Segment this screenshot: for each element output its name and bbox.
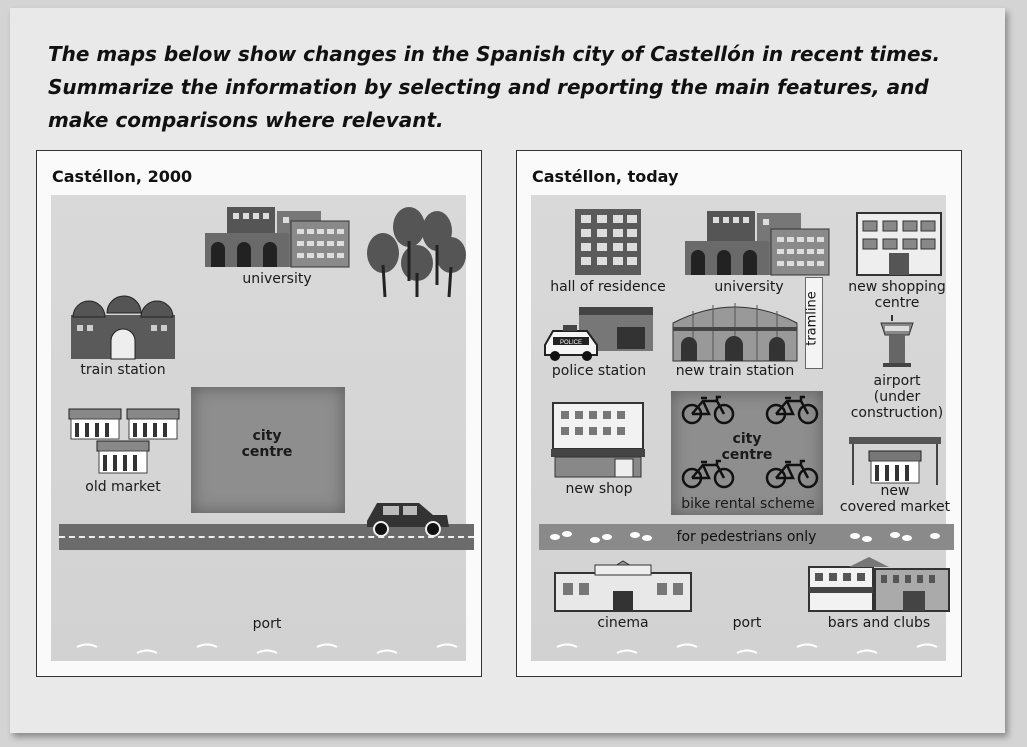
new-shopping-centre-label: new shopping centre (848, 279, 946, 311)
car-icon (363, 497, 453, 537)
new-shop-label: new shop (565, 481, 633, 497)
university-label: university (242, 271, 312, 287)
task-prompt (48, 38, 978, 137)
train-station-icon (71, 293, 175, 359)
cinema-label: cinema (597, 615, 649, 631)
hall-of-residence-icon (575, 209, 641, 275)
city-centre-label: city centre (241, 428, 293, 460)
cinema-icon (555, 559, 691, 611)
prompt-line-1: The maps below show changes in the Spanish city of Castellón in recent times. (48, 42, 941, 66)
bicycle-icon (681, 395, 735, 425)
hall-of-residence-label: hall of residence (550, 279, 666, 295)
bike-rental-scheme-label: bike rental scheme (681, 496, 815, 512)
water-waves (77, 639, 467, 659)
shopping-centre-icon (857, 209, 941, 275)
train-station-label: train station (80, 362, 166, 378)
tramline-label: tramline (804, 291, 820, 346)
new-covered-market-label: new covered market (839, 483, 951, 515)
svg-text:POLICE: POLICE (559, 340, 583, 346)
trees-icon (363, 205, 467, 297)
covered-market-icon (849, 437, 941, 485)
bicycle-icon (765, 395, 819, 425)
pedestrians-label: for pedestrians only (676, 529, 817, 545)
port-label: port (252, 616, 282, 632)
airport-tower-icon (877, 315, 917, 369)
market-stall-icon (67, 407, 183, 477)
bars-icon (807, 555, 951, 611)
university-icon (205, 199, 351, 269)
port-label: port (732, 615, 762, 631)
map-today-title: Castéllon, today (532, 167, 679, 186)
airport-label: airport (under construction) (850, 373, 944, 421)
old-market-label: old market (85, 479, 161, 495)
bars-and-clubs-label: bars and clubs (827, 615, 931, 631)
shop-icon (551, 403, 645, 477)
map-2000-title: Castéllon, 2000 (52, 167, 193, 186)
map-2000-panel (36, 150, 482, 677)
city-centre-label: city centre (721, 431, 773, 463)
prompt-line-2: Summarize the information by selecting and reporting the main features, and (48, 75, 929, 99)
map-today-panel (516, 150, 962, 677)
prompt-line-3: make comparisons where relevant. (48, 108, 444, 132)
train-station-icon (673, 301, 797, 361)
police-car-icon (543, 323, 599, 363)
bicycle-icon (765, 459, 819, 489)
water-waves (557, 639, 947, 659)
bicycle-icon (681, 459, 735, 489)
pedestrian-walkway (539, 524, 954, 550)
police-station-label: police station (551, 363, 647, 379)
university-label: university (714, 279, 784, 295)
university-icon (685, 207, 831, 277)
new-train-station-label: new train station (675, 363, 795, 379)
